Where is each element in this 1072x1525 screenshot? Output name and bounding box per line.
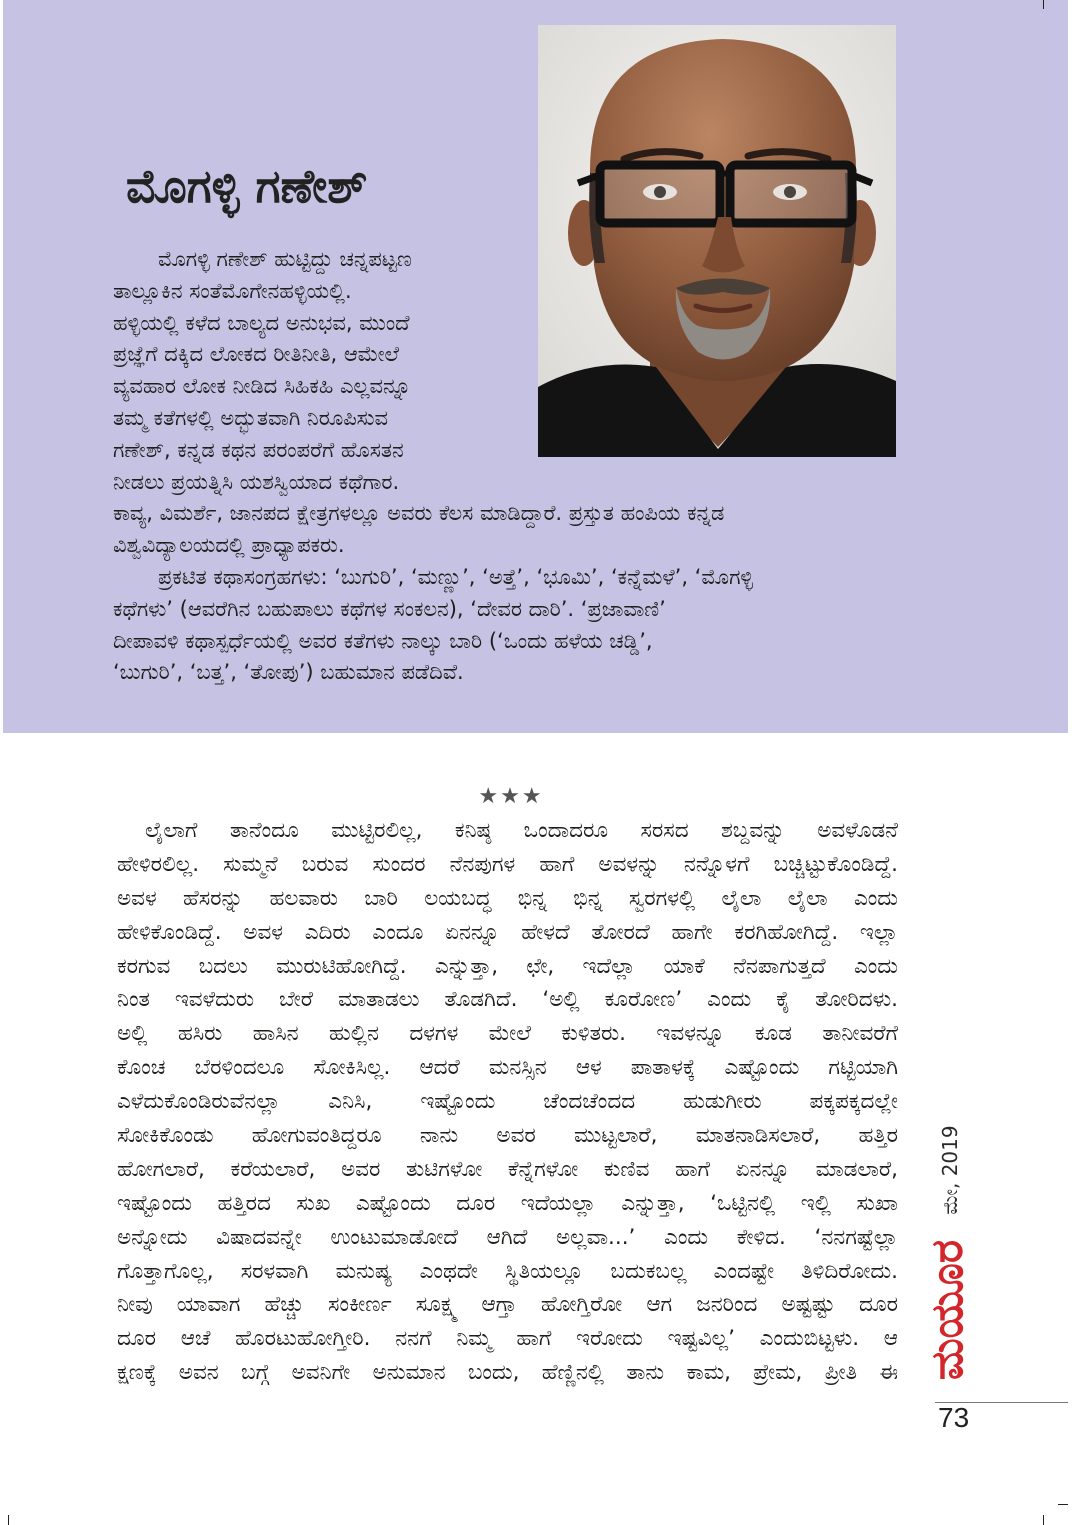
- bio-line: ‘ಬುಗುರಿ’, ‘ಬತ್ತ’, ‘ತೋಪು’) ಬಹುಮಾನ ಪಡೆದಿವೆ.: [113, 660, 464, 685]
- crop-mark-bottom-right: [1043, 1515, 1044, 1525]
- bio-line: ಪ್ರಜ್ಞೆಗೆ ದಕ್ಕಿದ ಲೋಕದ ರೀತಿನೀತಿ, ಆಮೇಲೆ: [113, 342, 399, 367]
- story-line: ಸೋಕಿಕೊಂಡು ಹೋಗುವಂತಿದ್ದರೂ ನಾನು ಅವರ ಮುಟ್ಟಲಾರೆ, ಮಾತನಾಡಿಸಲಾರೆ, ಹತ್ತಿರ: [117, 1123, 898, 1149]
- story-text: [117, 814, 898, 1390]
- story-line: ದೂರ ಆಚೆ ಹೊರಟುಹೋಗ್ತೀರಿ. ನನಗೆ ನಿಮ್ಮ ಹಾಗೆ ಇರೋದು ಇಷ್ಟವಿಲ್ಲ’ ಎಂದುಬಿಟ್ಟಳು. ಆ: [117, 1326, 898, 1352]
- author-name: ಮೊಗಳ್ಳಿ ಗಣೇಶ್: [126, 159, 368, 213]
- bio-line: ಗಣೇಶ್, ಕನ್ನಡ ಕಥನ ಪರಂಪರೆಗೆ ಹೊಸತನ: [113, 437, 404, 462]
- author-bio: [113, 244, 898, 689]
- story-line: ಹೋಗಲಾರೆ, ಕರೆಯಲಾರೆ, ಅವರ ತುಟಿಗಳೋ ಕೆನ್ನೆಗಳೋ ಕುಣಿವ ಹಾಗೆ ಏನನ್ನೂ ಮಾಡಲಾರೆ,: [117, 1156, 898, 1182]
- magazine-logo: ಮಯೂರ: [922, 1239, 973, 1381]
- bio-line: ಹಳ್ಳಿಯಲ್ಲಿ ಕಳೆದ ಬಾಲ್ಯದ ಅನುಭವ, ಮುಂದೆ: [113, 310, 410, 335]
- story-line: ಲೈಲಾಗೆ ತಾನೆಂದೂ ಮುಟ್ಟಿರಲಿಲ್ಲ, ಕನಿಷ್ಠ ಒಂದಾದರೂ ಸರಸದ ಶಬ್ದವನ್ನು ಅವಳೊಡನೆ: [145, 818, 898, 843]
- story-line: ಹೇಳಿರಲಿಲ್ಲ. ಸುಮ್ಮನೆ ಬರುವ ಸುಂದರ ನೆನಪುಗಳ ಹಾಗೆ ಅವಳನ್ನು ನನ್ನೊಳಗೆ ಬಚ್ಚಿಟ್ಟುಕೊಂಡಿದ್ದೆ.: [117, 851, 898, 877]
- crop-mark-right: [1058, 1504, 1068, 1505]
- story-line: ಅನ್ನೋದು ವಿಷಾದವನ್ನೇ ಉಂಟುಮಾಡೋದೆ ಆಗಿದೆ ಅಲ್ಲವಾ...’ ಎಂದು ಕೇಳಿದ. ‘ನನಗಷ್ಟೆಲ್ಲಾ: [117, 1224, 898, 1250]
- bio-line: ತಾಲ್ಲೂಕಿನ ಸಂತೆಮೊಗೇನಹಳ್ಳಿಯಲ್ಲಿ.: [113, 278, 352, 303]
- story-line: ಹೇಳಿಕೊಂಡಿದ್ದೆ. ಅವಳ ಎದಿರು ಎಂದೂ ಏನನ್ನೂ ಹೇಳದೆ ತೋರದೆ ಹಾಗೇ ಕರಗಿಹೋಗಿದ್ದೆ. ಇಲ್ಲಾ: [117, 919, 898, 945]
- story-line: ನಿಂತ ಇವಳೆದುರು ಬೇರೆ ಮಾತಾಡಲು ತೊಡಗಿದೆ. ‘ಅಲ್ಲಿ ಕೂರೋಣ’ ಎಂದು ಕೈ ತೋರಿದಳು.: [117, 987, 898, 1013]
- magazine-logo-container: [922, 1226, 974, 1394]
- bio-line: ದೀಪಾವಳಿ ಕಥಾಸ್ಪರ್ಧೆಯಲ್ಲಿ ಅವರ ಕತೆಗಳು ನಾಲ್ಕು ಬಾರಿ (‘ಒಂದು ಹಳೆಯ ಚಡ್ಡಿ’,: [113, 628, 653, 653]
- page-number: 73: [938, 1402, 970, 1433]
- story-line: ಕರಗುವ ಬದಲು ಮುರುಟಿಹೋಗಿದ್ದೆ. ಎನ್ನುತ್ತಾ, ಛೇ, ಇದೆಲ್ಲಾ ಯಾಕೆ ನೆನಪಾಗುತ್ತದೆ ಎಂದು: [117, 953, 898, 979]
- story-line: ಎಳೆದುಕೊಂಡಿರುವೆನಲ್ಲಾ ಎನಿಸಿ, ಇಷ್ಟೊಂದು ಚೆಂದಚೆಂದದ ಹುಡುಗೀರು ಪಕ್ಕಪಕ್ಕದಲ್ಲೇ: [117, 1089, 898, 1115]
- issue-date: ಮೇ, 2019: [938, 1125, 962, 1215]
- bio-line: ವಿಶ್ವವಿದ್ಯಾಲಯದಲ್ಲಿ ಪ್ರಾಧ್ಯಾಪಕರು.: [113, 533, 345, 558]
- story-line: ನೀವು ಯಾವಾಗ ಹೆಚ್ಚು ಸಂಕೀರ್ಣ ಸೂಕ್ಷ್ಮ ಆಗ್ತಾ ಹೋಗ್ತಿರೋ ಆಗ ಜನರಿಂದ ಅಷ್ಟಷ್ಟು ದೂರ: [117, 1292, 898, 1318]
- bio-line: ಪ್ರಕಟಿತ ಕಥಾಸಂಗ್ರಹಗಳು: ‘ಬುಗುರಿ’, ‘ಮಣ್ಣು’, ‘ಅತ್ತೆ’, ‘ಭೂಮಿ’, ‘ಕನ್ನೆಮಳೆ’, ‘ಮೊಗಳ್ಳಿ: [158, 564, 754, 589]
- bio-line: ಕಥೆಗಳು’ (ಆವರೆಗಿನ ಬಹುಪಾಲು ಕಥೆಗಳ ಸಂಕಲನ), ‘ದೇವರ ದಾರಿ’. ‘ಪ್ರಜಾವಾಣಿ’: [113, 596, 666, 621]
- section-separator-stars: ★★★: [478, 784, 544, 809]
- story-line: ಅಲ್ಲಿ ಹಸಿರು ಹಾಸಿನ ಹುಲ್ಲಿನ ದಳಗಳ ಮೇಲೆ ಕುಳಿತರು. ಇವಳನ್ನೂ ಕೂಡ ತಾನೀವರೆಗೆ: [117, 1021, 898, 1047]
- bio-line: ವ್ಯವಹಾರ ಲೋಕ ನೀಡಿದ ಸಿಹಿಕಹಿ ಎಲ್ಲವನ್ನೂ: [113, 374, 411, 399]
- story-line: ಕೊಂಚ ಬೆರಳಿಂದಲೂ ಸೋಕಿಸಿಲ್ಲ. ಆದರೆ ಮನಸ್ಸಿನ ಆಳ ಪಾತಾಳಕ್ಕೆ ಎಷ್ಟೊಂದು ಗಟ್ಟಿಯಾಗಿ: [117, 1055, 898, 1081]
- bio-line: ತಮ್ಮ ಕತೆಗಳಲ್ಲಿ ಅದ್ಭುತವಾಗಿ ನಿರೂಪಿಸುವ: [113, 405, 388, 430]
- crop-mark-bottom-left: [8, 1515, 9, 1525]
- bio-line: ಕಾವ್ಯ, ವಿಮರ್ಶೆ, ಜಾನಪದ ಕ್ಷೇತ್ರಗಳಲ್ಲೂ ಅವರು ಕೆಲಸ ಮಾಡಿದ್ದಾರೆ. ಪ್ರಸ್ತುತ ಹಂಪಿಯ ಕನ್ನಡ: [113, 501, 725, 526]
- bio-line: ನೀಡಲು ಪ್ರಯತ್ನಿಸಿ ಯಶಸ್ವಿಯಾದ ಕಥೆಗಾರ.: [113, 469, 400, 494]
- story-line: ಕ್ಷಣಕ್ಕೆ ಅವನ ಬಗ್ಗೆ ಅವನಿಗೇ ಅನುಮಾನ ಬಂದು, ಹೆಣ್ಣಿನಲ್ಲಿ ತಾನು ಕಾಮ, ಪ್ರೇಮ, ಪ್ರೀತಿ ಈ: [117, 1360, 898, 1386]
- story-line: ಗೊತ್ತಾಗೊಲ್ಲ, ಸರಳವಾಗಿ ಮನುಷ್ಯ ಎಂಥದೇ ಸ್ಥಿತಿಯಲ್ಲೂ ಬದುಕಬಲ್ಲ ಎಂದಷ್ಟೇ ತಿಳಿದಿರೋದು.: [117, 1258, 898, 1284]
- story-line: ಇಷ್ಟೊಂದು ಹತ್ತಿರದ ಸುಖ ಎಷ್ಟೊಂದು ದೂರ ಇದೆಯಲ್ಲಾ ಎನ್ನುತ್ತಾ, ‘ಒಟ್ಟಿನಲ್ಲಿ ಇಲ್ಲಿ ಸುಖಾ: [117, 1190, 898, 1216]
- bio-line: ಮೊಗಳ್ಳಿ ಗಣೇಶ್ ಹುಟ್ಟಿದ್ದು ಚನ್ನಪಟ್ಟಣ: [158, 247, 412, 271]
- story-line: ಅವಳ ಹೆಸರನ್ನು ಹಲವಾರು ಬಾರಿ ಲಯಬದ್ಧ ಭಿನ್ನ ಭಿನ್ನ ಸ್ವರಗಳಲ್ಲಿ ಲೈಲಾ ಲೈಲಾ ಎಂದು: [117, 885, 898, 911]
- crop-mark-top-right: [1043, 0, 1044, 9]
